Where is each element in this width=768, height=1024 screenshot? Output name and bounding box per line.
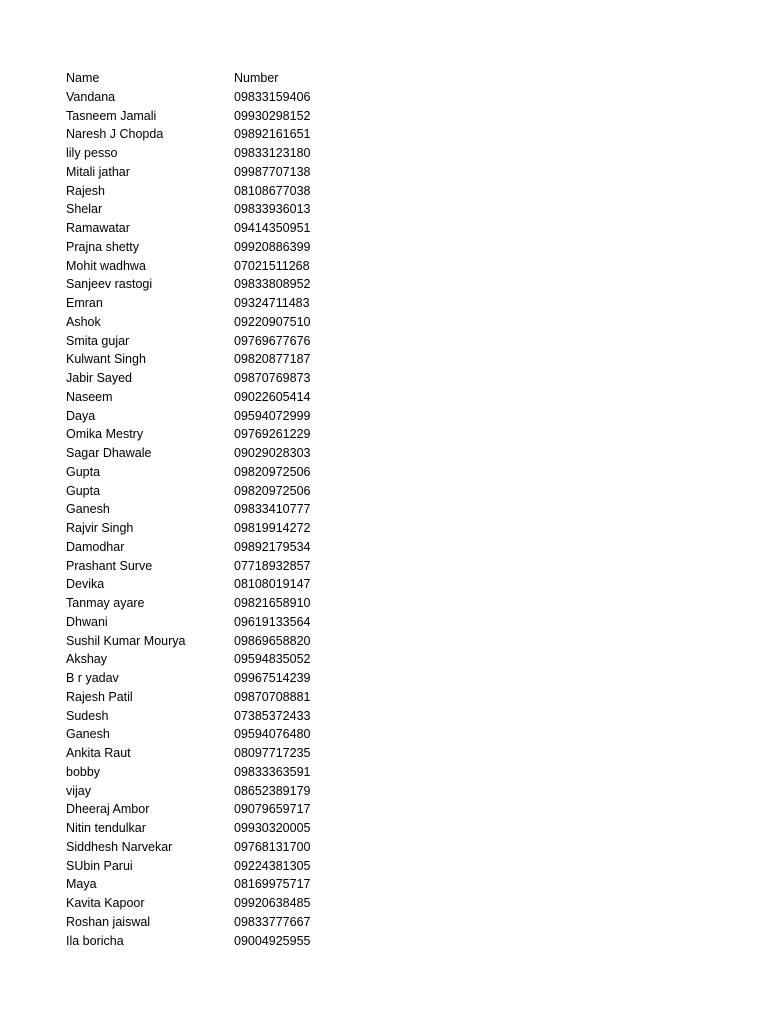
contact-name: Daya xyxy=(66,408,96,423)
contact-number: 09820972506 xyxy=(234,483,311,498)
table-row xyxy=(66,857,706,876)
contact-name: Smita gujar xyxy=(66,333,130,348)
table-row xyxy=(66,932,706,951)
contact-number: 08108677038 xyxy=(234,183,311,198)
contact-number: 09833777667 xyxy=(234,914,311,929)
table-row xyxy=(66,407,706,426)
contact-name: Ashok xyxy=(66,314,101,329)
contact-name: Rajesh Patil xyxy=(66,689,133,704)
contact-number: 09892161651 xyxy=(234,127,311,142)
contact-number: 09594072999 xyxy=(234,408,311,423)
contact-name: Sushil Kumar Mourya xyxy=(66,633,186,648)
table-row xyxy=(66,275,706,294)
table-row xyxy=(66,219,706,238)
contact-number: 08108019147 xyxy=(234,577,311,592)
contact-number: 09833123180 xyxy=(234,146,311,160)
contact-name: Damodhar xyxy=(66,539,125,554)
contact-name: Devika xyxy=(66,577,105,592)
table-row xyxy=(66,500,706,519)
contact-number: 09820877187 xyxy=(234,352,311,367)
table-row xyxy=(66,369,706,388)
contact-name: Prajna shetty xyxy=(66,239,139,254)
table-row xyxy=(66,875,706,894)
contact-name: Dheeraj Ambor xyxy=(66,802,150,817)
contact-number: 09220907510 xyxy=(234,314,311,329)
table-row xyxy=(66,613,706,632)
contact-number: 09324711483 xyxy=(234,296,310,310)
contact-name: Sagar Dhawale xyxy=(66,446,152,460)
table-row xyxy=(66,294,706,313)
contact-number: 09870708881 xyxy=(234,689,311,704)
contact-rows xyxy=(66,88,706,951)
contact-name: vijay xyxy=(66,783,92,798)
contact-number: 09414350951 xyxy=(234,221,311,235)
table-row xyxy=(66,182,706,201)
contact-number: 09920638485 xyxy=(234,896,311,910)
contact-name: Ganesh xyxy=(66,727,110,742)
table-row xyxy=(66,163,706,182)
contact-number: 09022605414 xyxy=(234,389,311,404)
table-row xyxy=(66,575,706,594)
table-row xyxy=(66,744,706,763)
table-row xyxy=(66,669,706,688)
contact-name: Mohit wadhwa xyxy=(66,258,146,273)
contact-number: 09079659717 xyxy=(234,802,311,817)
contact-name: Dhwani xyxy=(66,614,108,629)
contact-name: Rajesh xyxy=(66,183,105,198)
table-row xyxy=(66,482,706,501)
contact-number: 09769677676 xyxy=(234,333,311,348)
contact-name: Roshan jaiswal xyxy=(66,914,151,929)
contact-name: Gupta xyxy=(66,483,101,498)
contact-name: Shelar xyxy=(66,202,103,217)
table-row xyxy=(66,650,706,669)
contact-name: Rajvir Singh xyxy=(66,521,134,535)
contact-number: 09619133564 xyxy=(234,614,311,629)
table-row xyxy=(66,200,706,219)
table-row xyxy=(66,107,706,126)
contact-name: Sanjeev rastogi xyxy=(66,277,153,292)
contact-name: Tasneem Jamali xyxy=(66,108,157,123)
contact-number: 09833159406 xyxy=(234,89,311,104)
contact-name: Jabir Sayed xyxy=(66,371,133,385)
contact-name: Kavita Kapoor xyxy=(66,896,145,910)
contact-number: 07385372433 xyxy=(234,708,311,723)
contact-number: 09769261229 xyxy=(234,427,311,442)
table-row xyxy=(66,725,706,744)
contact-name: SUbin Parui xyxy=(66,858,133,873)
contact-name: bobby xyxy=(66,764,101,779)
table-row xyxy=(66,707,706,726)
contact-number: 07718932857 xyxy=(234,558,311,573)
contact-number: 09029028303 xyxy=(234,446,311,460)
table-row xyxy=(66,350,706,369)
contact-name: Siddhesh Narvekar xyxy=(66,839,173,854)
contact-number: 09869658820 xyxy=(234,633,311,648)
contact-name: Maya xyxy=(66,877,97,892)
table-row xyxy=(66,388,706,407)
table-row xyxy=(66,538,706,557)
table-row xyxy=(66,425,706,444)
contact-name: Ganesh xyxy=(66,502,110,517)
contact-number: 09920886399 xyxy=(234,239,311,254)
header-row xyxy=(66,69,706,88)
contact-number: 09833410777 xyxy=(234,502,311,517)
contact-name: Naresh J Chopda xyxy=(66,127,164,142)
contact-number: 08652389179 xyxy=(234,783,311,798)
table-row xyxy=(66,819,706,838)
table-row xyxy=(66,332,706,351)
contact-name: Sudesh xyxy=(66,708,109,723)
contact-number: 09987707138 xyxy=(234,164,311,179)
table-row xyxy=(66,125,706,144)
table-row xyxy=(66,313,706,332)
contact-number: 09833808952 xyxy=(234,277,311,292)
contact-number: 09820972506 xyxy=(234,464,311,479)
table-row xyxy=(66,632,706,651)
table-row xyxy=(66,594,706,613)
contact-name: Omika Mestry xyxy=(66,427,144,442)
contact-number: 09821658910 xyxy=(234,596,311,610)
contact-name: lily pesso xyxy=(66,146,118,160)
contact-name: Nitin tendulkar xyxy=(66,821,146,835)
table-row xyxy=(66,782,706,801)
table-row xyxy=(66,88,706,107)
contact-name: Gupta xyxy=(66,464,101,479)
contact-number: 09892179534 xyxy=(234,539,311,554)
table-row xyxy=(66,444,706,463)
table-row xyxy=(66,238,706,257)
table-row xyxy=(66,894,706,913)
table-row xyxy=(66,688,706,707)
contact-name: Tanmay ayare xyxy=(66,596,145,610)
contact-number: 09819914272 xyxy=(234,521,311,535)
contact-number: 09594076480 xyxy=(234,727,311,742)
table-row xyxy=(66,763,706,782)
contact-name: Ankita Raut xyxy=(66,746,131,760)
contact-number: 09224381305 xyxy=(234,858,311,873)
table-row xyxy=(66,913,706,932)
contact-sheet xyxy=(66,69,706,950)
contact-number: 09930298152 xyxy=(234,108,311,123)
table-row xyxy=(66,838,706,857)
table-row xyxy=(66,519,706,538)
contact-name: Ila boricha xyxy=(66,933,124,948)
contact-number: 07021511268 xyxy=(234,258,310,273)
contact-number: 09833936013 xyxy=(234,202,311,217)
contact-name: Kulwant Singh xyxy=(66,352,146,367)
contact-name: B r yadav xyxy=(66,671,119,685)
table-row xyxy=(66,557,706,576)
contact-name: Ramawatar xyxy=(66,221,130,235)
contact-name: Naseem xyxy=(66,389,113,404)
contact-number: 08097717235 xyxy=(234,746,311,760)
contact-number: 09870769873 xyxy=(234,371,311,385)
contact-number: 08169975717 xyxy=(234,877,311,892)
contact-name: Prashant Surve xyxy=(66,558,153,573)
contact-name: Mitali jathar xyxy=(66,164,130,179)
contact-number: 09833363591 xyxy=(234,764,311,779)
contact-name: Akshay xyxy=(66,652,107,667)
name-column-header: Name xyxy=(66,71,100,85)
table-row xyxy=(66,800,706,819)
table-row xyxy=(66,257,706,276)
contact-number: 09967514239 xyxy=(234,671,311,685)
contact-number: 09594835052 xyxy=(234,652,311,667)
table-row xyxy=(66,463,706,482)
contact-number: 09768131700 xyxy=(234,839,311,854)
table-row xyxy=(66,144,706,163)
contact-name: Vandana xyxy=(66,89,116,104)
number-column-header: Number xyxy=(234,71,279,85)
contact-number: 09004925955 xyxy=(234,933,311,948)
contact-name: Emran xyxy=(66,296,103,310)
contact-number: 09930320005 xyxy=(234,821,311,835)
